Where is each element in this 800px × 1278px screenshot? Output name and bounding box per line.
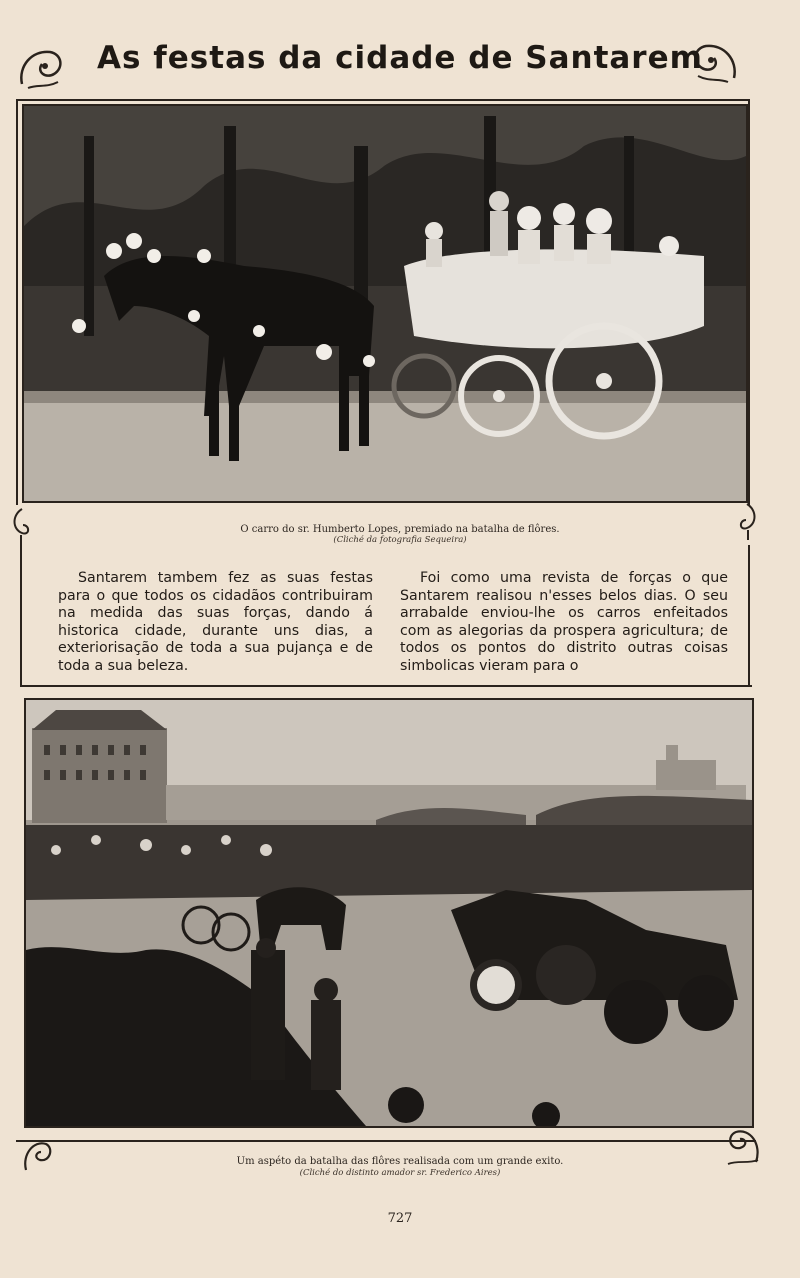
page-number: 727 (387, 1211, 413, 1226)
photo-battle-of-flowers (24, 698, 754, 1128)
frame-rule-right-mid (748, 545, 750, 685)
photo-top-credit: (Cliché da fotografia Sequeira) (333, 535, 467, 545)
frame-rule-top (16, 99, 750, 101)
frame-rule-left-upper (16, 99, 18, 505)
photo-flower-carriage (22, 104, 748, 503)
flower-carriage-image (24, 106, 746, 501)
article-paragraph-2: Foi como uma revista de forças o que Santarem realisou n'esses belos dias. O seu arrabalde enviou-lhe os carros enfeitados com as alegorias da prospera agricultura; de todos os pontos do distrito outras coisas simbolicas vieram para o (400, 570, 728, 674)
frame-rule-right-upper (748, 99, 750, 505)
frame-rule-bottom (16, 1140, 756, 1142)
article-column-right (400, 570, 728, 675)
photo-bottom-caption: Um aspéto da batalha das flôres realisada com um grande exito. (236, 1156, 564, 1167)
article-paragraph-1: Santarem tambem fez as suas festas para o que todos os cidadãos contribuiram na medida das suas forças, dando á historica cidade, durante uns dias, a exteriorisação de toda a sua pujança e de toda a sua beleza. (58, 570, 373, 674)
page-title: As festas da cidade de Santarem (97, 40, 703, 76)
photo-bottom-credit: (Cliché do distinto amador sr. Frederico Aires) (299, 1168, 501, 1178)
battle-of-flowers-image (26, 700, 752, 1126)
article-column-left (58, 570, 373, 675)
photo-top-caption: O carro do sr. Humberto Lopes, premiado na batalha de flôres. (240, 524, 560, 535)
frame-rule-left-mid (20, 545, 22, 685)
frame-rule-between (20, 685, 752, 687)
